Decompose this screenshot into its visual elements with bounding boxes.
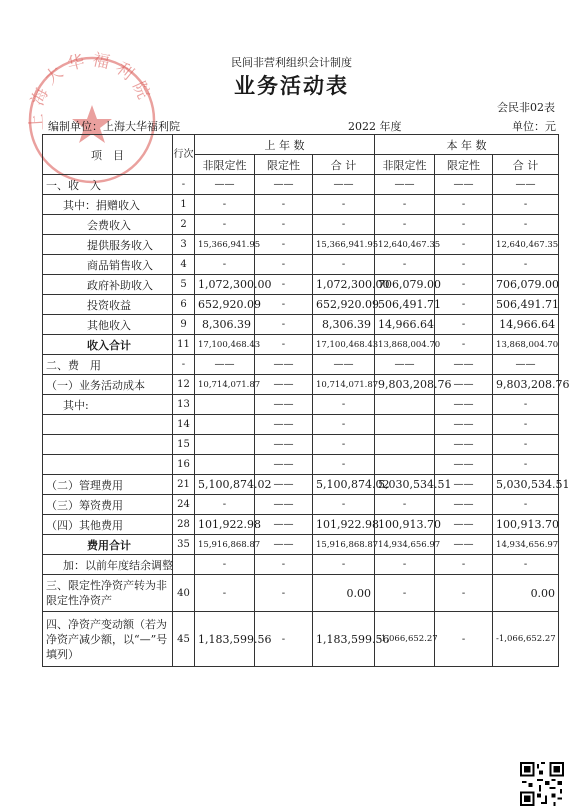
qr-code [520,762,564,806]
value-cell: - [493,455,559,475]
value-cell: - [255,612,313,667]
row-item-label: 四、净资产变动额（若为净资产减少额，以“—”号填列） [43,612,173,667]
value-cell: 5,100,874.02 [195,475,255,495]
row-number: 1 [173,195,195,215]
table-row [43,495,559,515]
value-cell: - [493,195,559,215]
header-curr-restricted: 限定性 [435,155,493,175]
table-row [43,255,559,275]
value-cell: - [313,215,375,235]
value-cell: - [255,235,313,255]
header-curr-year: 本 年 数 [375,135,559,155]
value-cell: 1,072,300.00 [313,275,375,295]
value-cell: - [435,315,493,335]
header-curr-total: 合 计 [493,155,559,175]
document-title: 业务活动表 [234,73,349,98]
value-cell [195,435,255,455]
value-cell: 506,491.71 [493,295,559,315]
value-cell: 12,640,467.35 [493,235,559,255]
row-item-label [43,455,173,475]
value-cell: - [375,575,435,612]
value-cell: - [375,215,435,235]
row-number: 6 [173,295,195,315]
row-number: 28 [173,515,195,535]
value-cell: 17,100,468.43 [195,335,255,355]
value-cell: - [313,255,375,275]
table-row [43,335,559,355]
value-cell: - [313,555,375,575]
value-cell: - [255,575,313,612]
value-cell: 15,916,868.87 [313,535,375,555]
value-cell: - [435,295,493,315]
table-row [43,195,559,215]
row-item-label [43,435,173,455]
value-cell: 100,913.70 [493,515,559,535]
value-cell: 101,922.98 [195,515,255,535]
table-row [43,415,559,435]
table-row [43,555,559,575]
row-item-label: （一）业务活动成本 [43,375,173,395]
value-cell: 10,714,071.87 [313,375,375,395]
value-cell: 1,183,599.56 [313,612,375,667]
value-cell: —— [435,355,493,375]
meta-row [48,118,556,134]
value-cell: —— [255,535,313,555]
value-cell: —— [435,175,493,195]
row-item-label: 费用合计 [43,535,173,555]
row-number: 2 [173,215,195,235]
value-cell: 506,491.71 [375,295,435,315]
table-row [43,315,559,335]
value-cell: —— [255,475,313,495]
table-row [43,355,559,375]
value-cell: 100,913.70 [375,515,435,535]
value-cell: 17,100,468.43 [313,335,375,355]
value-cell: -1,066,652.27 [493,612,559,667]
value-cell: 706,079.00 [375,275,435,295]
value-cell: 101,922.98 [313,515,375,535]
value-cell: 1,072,300.00 [195,275,255,295]
value-cell: —— [255,455,313,475]
row-item-label: 投资收益 [43,295,173,315]
row-item-label: 会费收入 [43,215,173,235]
value-cell: —— [493,175,559,195]
value-cell: - [493,415,559,435]
value-cell: 10,714,071.87 [195,375,255,395]
value-cell: 652,920.09 [195,295,255,315]
value-cell: 8,306.39 [195,315,255,335]
value-cell: —— [255,515,313,535]
value-cell: 652,920.09 [313,295,375,315]
row-item-label: 政府补助收入 [43,275,173,295]
table-row [43,575,559,612]
value-cell: —— [255,415,313,435]
table-row [43,275,559,295]
header-prev-unrestricted: 非限定性 [195,155,255,175]
row-number: 14 [173,415,195,435]
header-prev-restricted: 限定性 [255,155,313,175]
header-row-no: 行次 [173,135,195,175]
value-cell: - [435,612,493,667]
value-cell: 706,079.00 [493,275,559,295]
row-item-label: 其中：捐赠收入 [43,195,173,215]
value-cell: - [255,315,313,335]
value-cell: - [313,415,375,435]
value-cell: —— [493,355,559,375]
row-number: 13 [173,395,195,415]
value-cell: - [255,555,313,575]
value-cell: - [375,255,435,275]
value-cell: 15,916,868.87 [195,535,255,555]
value-cell: - [195,495,255,515]
value-cell: —— [313,175,375,195]
value-cell: - [493,255,559,275]
row-item-label: 收入合计 [43,335,173,355]
value-cell: 13,868,004.70 [375,335,435,355]
row-number: 5 [173,275,195,295]
value-cell: —— [255,495,313,515]
row-number: 4 [173,255,195,275]
value-cell: 9,803,208.76 [375,375,435,395]
value-cell: - [313,195,375,215]
value-cell: —— [435,495,493,515]
row-number: 3 [173,235,195,255]
value-cell: - [313,435,375,455]
value-cell: - [493,555,559,575]
value-cell: —— [435,375,493,395]
header-curr-unrestricted: 非限定性 [375,155,435,175]
value-cell: - [493,495,559,515]
value-cell: 5,100,874.02 [313,475,375,495]
value-cell: —— [255,435,313,455]
activity-statement-table [42,134,570,667]
row-item-label: 其中: [43,395,173,415]
value-cell: —— [255,355,313,375]
value-cell: —— [435,475,493,495]
value-cell: —— [255,375,313,395]
value-cell: 14,966.64 [493,315,559,335]
value-cell: - [255,335,313,355]
value-cell [375,395,435,415]
value-cell: - [255,275,313,295]
form-code: 会民非02表 [497,101,555,114]
value-cell: - [255,215,313,235]
table-row [43,612,559,667]
row-item-label: 二、费 用 [43,355,173,375]
value-cell [195,455,255,475]
table-row [43,475,559,495]
value-cell: - [313,395,375,415]
table-row [43,295,559,315]
table-row [43,215,559,235]
row-item-label: （二）管理费用 [43,475,173,495]
row-item-label: 商品销售收入 [43,255,173,275]
value-cell: - [195,255,255,275]
value-cell: —— [255,395,313,415]
value-cell: —— [195,355,255,375]
row-number: 21 [173,475,195,495]
value-cell: 1,183,599.56 [195,612,255,667]
value-cell: - [435,555,493,575]
table-row [43,235,559,255]
row-number [173,555,195,575]
value-cell: - [375,195,435,215]
value-cell [195,415,255,435]
value-cell: 15,366,941.95 [195,235,255,255]
value-cell: 12,640,467.35 [375,235,435,255]
value-cell: 5,030,534.51 [375,475,435,495]
table-row [43,175,559,195]
table-row [43,535,559,555]
value-cell [375,435,435,455]
value-cell: —— [435,395,493,415]
value-cell: 0.00 [313,575,375,612]
table-row [43,435,559,455]
value-cell: —— [435,455,493,475]
value-cell: 13,868,004.70 [493,335,559,355]
table-row [43,455,559,475]
row-number: 24 [173,495,195,515]
value-cell: - [195,575,255,612]
row-item-label: 提供服务收入 [43,235,173,255]
row-number: 15 [173,435,195,455]
row-number: - [173,175,195,195]
row-item-label: 三、限定性净资产转为非限定性净资产 [43,575,173,612]
row-number: - [173,355,195,375]
value-cell: - [435,275,493,295]
value-cell [375,415,435,435]
row-item-label: 一、收 入 [43,175,173,195]
row-item-label: （四）其他费用 [43,515,173,535]
row-number: 45 [173,612,195,667]
value-cell: 9,803,208.76 [493,375,559,395]
value-cell: - [195,555,255,575]
value-cell: 5,030,534.51 [493,475,559,495]
value-cell: 0.00 [493,575,559,612]
value-cell: - [313,455,375,475]
value-cell: —— [435,435,493,455]
value-cell: —— [375,175,435,195]
organization-name: 编制单位：上海大华福利院 [48,120,180,133]
value-cell: —— [435,535,493,555]
value-cell: - [493,435,559,455]
value-cell: —— [195,175,255,195]
row-number: 11 [173,335,195,355]
table-row [43,395,559,415]
value-cell: - [313,495,375,515]
value-cell: - [435,215,493,235]
row-number: 12 [173,375,195,395]
value-cell: - [195,195,255,215]
header-prev-total: 合 计 [313,155,375,175]
value-cell: 15,366,941.95 [313,235,375,255]
value-cell: - [435,335,493,355]
value-cell: - [435,255,493,275]
row-number: 40 [173,575,195,612]
value-cell: 14,934,656.97 [375,535,435,555]
value-cell: - [493,215,559,235]
value-cell: - [195,215,255,235]
header-prev-year: 上 年 数 [195,135,375,155]
value-cell: —— [435,515,493,535]
row-number: 9 [173,315,195,335]
row-item-label [43,415,173,435]
value-cell: - [435,575,493,612]
value-cell: 8,306.39 [313,315,375,335]
value-cell: - [255,295,313,315]
svg-text:上海大华福利院: 上海大华福利院 [26,50,156,131]
currency-unit: 单位：元 [512,120,556,133]
header-item: 项 目 [43,135,173,175]
value-cell: —— [313,355,375,375]
value-cell [195,395,255,415]
value-cell: - [435,235,493,255]
value-cell: - [435,195,493,215]
row-item-label: 其他收入 [43,315,173,335]
value-cell: - [255,195,313,215]
row-item-label: 加：以前年度结余调整 [43,555,173,575]
value-cell: -1,066,652.27 [375,612,435,667]
value-cell: 14,934,656.97 [493,535,559,555]
row-number: 35 [173,535,195,555]
value-cell: 14,966.64 [375,315,435,335]
table-row [43,375,559,395]
value-cell [375,455,435,475]
row-item-label: （三）筹资费用 [43,495,173,515]
table-row [43,515,559,535]
value-cell: - [493,395,559,415]
row-number: 16 [173,455,195,475]
document-subtitle: 民间非营利组织会计制度 [231,56,352,69]
report-year: 2022 年度 [348,120,402,133]
value-cell: - [375,495,435,515]
value-cell: - [375,555,435,575]
value-cell: —— [255,175,313,195]
value-cell: —— [435,415,493,435]
value-cell: —— [375,355,435,375]
value-cell: - [255,255,313,275]
